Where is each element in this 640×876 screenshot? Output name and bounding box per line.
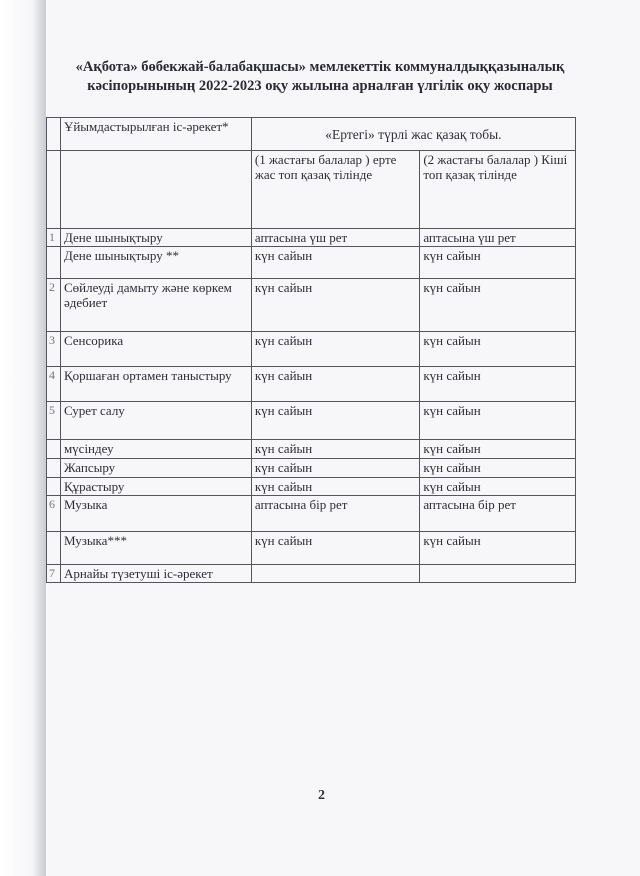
row-number (47, 440, 61, 459)
row-col2: аптасына үш рет (420, 229, 576, 247)
row-number: 6 (47, 496, 61, 532)
row-activity: Жапсыру (60, 459, 251, 478)
table-header-row (47, 118, 576, 151)
subheader-activity-cell (60, 151, 251, 229)
row-col1: күн сайын (251, 440, 419, 459)
header-activity: Ұйымдастырылған іс-әрекет* (60, 118, 251, 151)
table-row (47, 402, 576, 440)
table-row (47, 332, 576, 367)
row-activity: Қоршаған ортамен таныстыру (60, 367, 251, 402)
row-col2: аптасына бір рет (420, 496, 576, 532)
row-number (47, 532, 61, 565)
table-row (47, 565, 576, 583)
row-col1: күн сайын (251, 247, 419, 279)
table-row (47, 367, 576, 402)
row-col1: аптасына үш рет (251, 229, 419, 247)
document-title (40, 58, 600, 96)
row-number: 5 (47, 402, 61, 440)
row-col1 (251, 565, 419, 583)
row-col2: күн сайын (420, 459, 576, 478)
page-number: 2 (318, 788, 325, 803)
row-col1: күн сайын (251, 532, 419, 565)
curriculum-table (46, 117, 576, 583)
row-number (47, 247, 61, 279)
row-activity: Құрастыру (60, 478, 251, 496)
table-row (47, 229, 576, 247)
row-col1: күн сайын (251, 478, 419, 496)
row-col2: күн сайын (420, 402, 576, 440)
row-col2: күн сайын (420, 279, 576, 332)
table-row (47, 279, 576, 332)
row-activity: Музыка (60, 496, 251, 532)
row-col1: күн сайын (251, 279, 419, 332)
row-activity: Сенсорика (60, 332, 251, 367)
title-line-2: кәсіпорынының 2022-2023 оқу жылына арналған үлгілік оқу жоспары (87, 78, 553, 94)
scan-edge-shadow (0, 0, 46, 876)
row-number: 4 (47, 367, 61, 402)
subheader-col1: (1 жастағы балалар ) ерте жас топ қазақ тілінде (251, 151, 419, 229)
row-activity: Сурет салу (60, 402, 251, 440)
row-activity: Сөйлеуді дамыту және көркем әдебиет (60, 279, 251, 332)
row-activity: мүсіндеу (60, 440, 251, 459)
table-row (47, 440, 576, 459)
row-activity: Дене шынықтыру ** (60, 247, 251, 279)
row-col2: күн сайын (420, 440, 576, 459)
row-activity: Арнайы түзетуші іс-әрекет (60, 565, 251, 583)
row-col2 (420, 565, 576, 583)
row-number (47, 459, 61, 478)
row-number: 2 (47, 279, 61, 332)
row-number: 3 (47, 332, 61, 367)
row-number: 7 (47, 565, 61, 583)
row-col1: күн сайын (251, 332, 419, 367)
header-group: «Ертегі» түрлі жас қазақ тобы. (251, 118, 575, 151)
table-row (47, 459, 576, 478)
row-col2: күн сайын (420, 247, 576, 279)
row-col2: күн сайын (420, 532, 576, 565)
row-number: 1 (47, 229, 61, 247)
row-col1: күн сайын (251, 402, 419, 440)
row-number (47, 478, 61, 496)
table-row (47, 532, 576, 565)
row-activity: Дене шынықтыру (60, 229, 251, 247)
row-col1: күн сайын (251, 367, 419, 402)
table-row (47, 496, 576, 532)
subheader-num-cell (47, 151, 61, 229)
header-num-cell (47, 118, 61, 151)
title-line-1: «Ақбота» бөбекжай-балабақшасы» мемлекеттік коммуналдыққазыналық (75, 59, 565, 75)
table-row (47, 247, 576, 279)
subheader-col2: (2 жастағы балалар ) Кіші топ қазақ тілінде (420, 151, 576, 229)
row-col1: аптасына бір рет (251, 496, 419, 532)
row-col2: күн сайын (420, 332, 576, 367)
table-row (47, 478, 576, 496)
table-subheader-row (47, 151, 576, 229)
row-activity: Музыка*** (60, 532, 251, 565)
row-col2: күн сайын (420, 478, 576, 496)
row-col1: күн сайын (251, 459, 419, 478)
row-col2: күн сайын (420, 367, 576, 402)
